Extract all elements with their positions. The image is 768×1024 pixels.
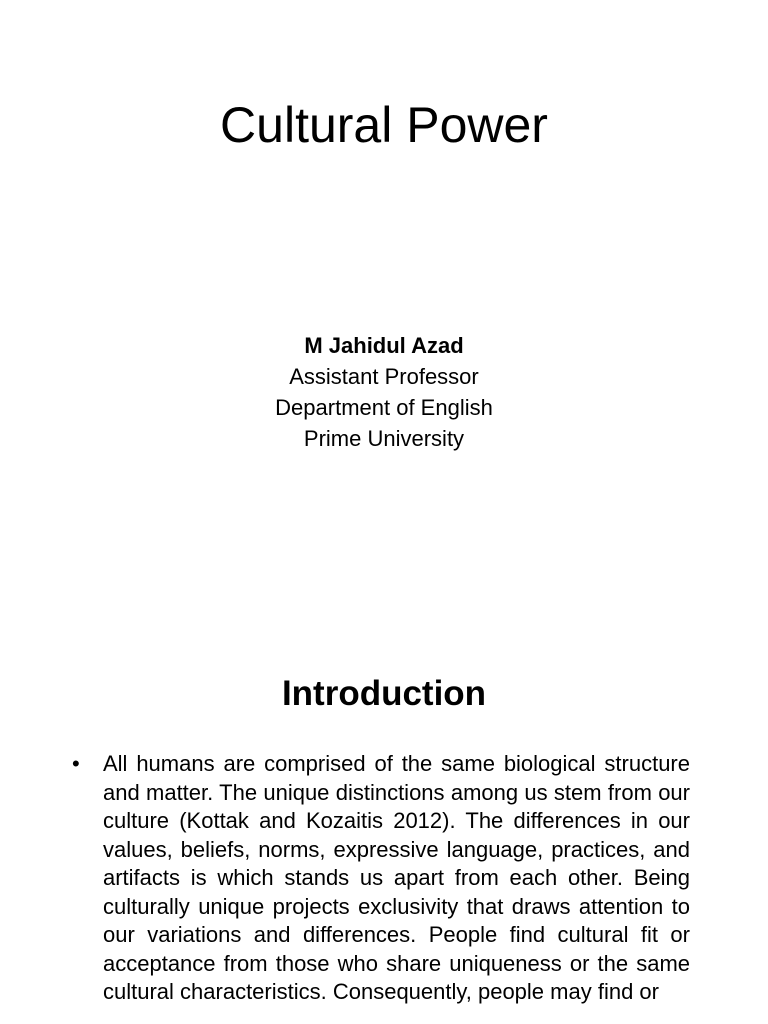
introduction-slide: [0, 600, 768, 1024]
bullet-icon: •: [72, 751, 80, 776]
author-institution: Prime University: [303, 426, 465, 451]
bullet-item: [72, 750, 690, 1007]
slide-title: Cultural Power: [220, 97, 548, 153]
author-position: Assistant Professor: [289, 364, 479, 389]
bullet-text: All humans are comprised of the same biological structure and matter. The unique distinctions among us stem from our culture (Kottak and Kozaitis 2012). The differences in our values, beliefs, norms, expressive language, practices, and artifacts is which stands us apart from each other. Being culturally unique projects exclusivity that draws attention to our variations and differences. People find cultural fit or acceptance from those who share uniqueness or the same cultural characteristics. Consequently, people may find or: [103, 751, 690, 1004]
author-department: Department of English: [275, 395, 493, 420]
author-block: [0, 330, 768, 454]
slide-heading: Introduction: [281, 674, 487, 713]
author-name: M Jahidul Azad: [304, 333, 464, 358]
